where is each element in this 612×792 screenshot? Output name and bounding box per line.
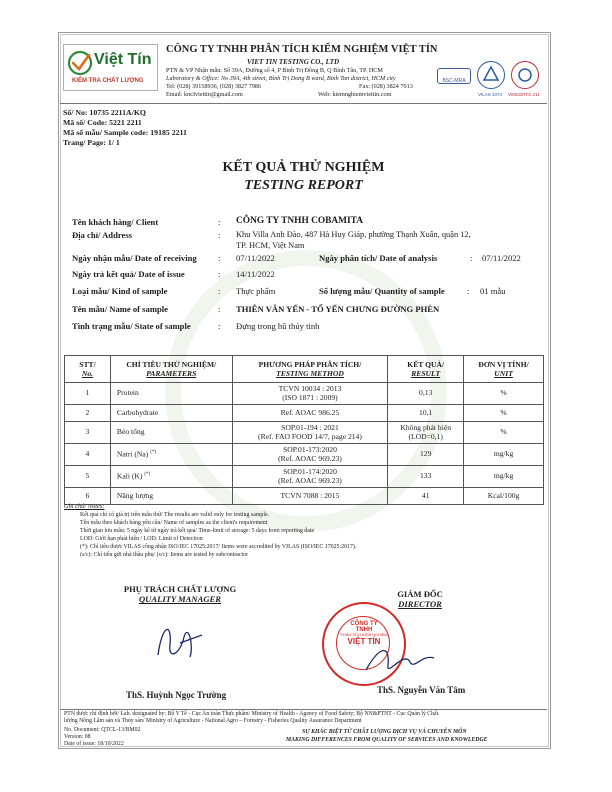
row-accredited-mark: (*) xyxy=(150,450,157,456)
qm-title-vn: PHỤ TRÁCH CHẤT LƯỢNG xyxy=(123,584,237,594)
row-result xyxy=(388,444,464,466)
col-method xyxy=(232,356,388,383)
notes-heading: Ghi chú/ Notes: xyxy=(64,503,105,510)
sample-name-value: THIÊN VÂN YẾN - TỔ YẾN CHƯNG ĐƯỜNG PHÈN xyxy=(236,304,440,314)
lab-designation-1: PTN được chỉ định bởi/ Lab. designated by: Bộ Y Tế - Cục An toàn Thực phẩm/ Ministry of Health - Agency of Food Safety; Bộ NN&PTNT - Cục Quản lý Chất xyxy=(64,711,439,717)
table-row xyxy=(65,444,544,466)
row-no: 4 xyxy=(65,444,111,466)
header-divider xyxy=(60,103,547,104)
vimcerts-label: VIMCERTS 211 xyxy=(508,92,540,97)
qm-title-en: QUALITY MANAGER xyxy=(138,594,222,604)
row-parameter xyxy=(110,488,232,505)
col-result xyxy=(388,356,464,383)
title-vn: KẾT QUẢ THỬ NGHIỆM xyxy=(222,160,385,175)
results-body xyxy=(65,383,544,505)
kind-colon: : xyxy=(218,286,221,296)
analysis-label: Ngày phân tích/ Date of analysis xyxy=(319,253,438,263)
col-result-en: RESULT xyxy=(411,369,441,378)
col-parameters xyxy=(110,356,232,383)
row-unit: Kcal/100g xyxy=(464,488,544,505)
address-vn: PTN & VP Nhận mẫu: Số 39A, Đường số 4, P Bình Trị Đông B, Q Bình Tân, TP. HCM xyxy=(166,67,383,74)
company-name-vn: CÔNG TY TNHH PHÂN TÍCH KIỂM NGHIỆM VIỆT TÍN xyxy=(166,44,438,55)
row-no: 1 xyxy=(65,383,111,405)
sample-name-label: Tên mẫu/ Name of sample xyxy=(72,304,168,314)
row-param-text: Protein xyxy=(116,388,139,398)
note-line: Kết quả chỉ có giá trị trên mẫu thử/ The results are valid only for testing sample. xyxy=(80,512,270,518)
quantity-label: Số lượng mẫu/ Quantity of sample xyxy=(319,286,445,296)
table-row xyxy=(65,466,544,488)
issue-colon: : xyxy=(218,269,221,279)
sample-name-colon: : xyxy=(218,304,221,314)
report-title xyxy=(60,160,547,194)
fax: Fax: (028) 3824 7013 xyxy=(359,83,413,90)
quality-manager-signature xyxy=(150,615,210,665)
stamp-line-1: CÔNG TY xyxy=(350,621,378,627)
director-title-en: DIRECTOR xyxy=(398,599,442,609)
results-table xyxy=(64,355,544,505)
row-result xyxy=(388,383,464,405)
row-method-line-2: (ISO 1871 : 2009) xyxy=(282,392,338,402)
telephone: Tel: (028) 39158936, (028) 3827 7986 xyxy=(166,83,262,90)
page-number: Trang/ Page: 1/ 1 xyxy=(63,138,120,147)
lab-designation-2: lượng Nông Lâm sản và Thủy sản/ Ministry of Agriculture - National Agro – Forestry - Fisheries Quality Assurance Department xyxy=(64,718,362,724)
vimcerts-emblem xyxy=(511,61,539,89)
row-result-line-1: 129 xyxy=(420,449,432,459)
analysis-value: 07/11/2022 xyxy=(482,253,521,263)
receiving-value: 07/11/2022 xyxy=(236,253,275,263)
row-no: 6 xyxy=(65,488,111,505)
row-result-line-1: 133 xyxy=(420,471,432,481)
footer-divider xyxy=(60,709,547,710)
document-version: Version: 08 xyxy=(64,734,91,740)
row-unit: mg/kg xyxy=(464,444,544,466)
state-colon: : xyxy=(218,321,221,331)
address-en: Laboratory & Office: No 39A, 4th street, Bình Trị Dong B ward, Binh Tan district, HCM city xyxy=(166,75,396,82)
row-result xyxy=(388,422,464,444)
row-method-line-2: (Ref. FAO FOOD 14/7, page 214) xyxy=(258,431,362,441)
company-name-en: VIET TIN TESTING CO., LTD xyxy=(247,58,340,66)
logo-tagline: KIỂM TRA CHẤT LƯỢNG xyxy=(72,78,144,84)
analysis-colon: : xyxy=(470,253,473,263)
report-number: Số/ No: 10735 2211A/KQ xyxy=(63,108,146,117)
stamp-line-3: PHÂN TÍCH KIỂM NGHIỆM xyxy=(340,633,388,637)
receiving-colon: : xyxy=(218,253,221,263)
title-en: TESTING REPORT xyxy=(244,178,363,193)
col-unit-vn: ĐƠN VỊ TÍNH/ xyxy=(478,360,529,369)
col-stt-en: No. xyxy=(81,369,94,378)
quality-manager-name: ThS. Huỳnh Ngọc Trường xyxy=(126,690,227,700)
client-colon: : xyxy=(218,217,221,227)
state-label: Tình trạng mẫu/ State of sample xyxy=(72,321,191,331)
stamp-line-4: VIỆT TÍN xyxy=(347,637,381,646)
receiving-label: Ngày nhận mẫu/ Date of receiving xyxy=(72,253,197,263)
row-method xyxy=(232,466,388,488)
col-param-en: PARAMETERS xyxy=(146,369,197,378)
row-no: 5 xyxy=(65,466,111,488)
row-result-line-1: 41 xyxy=(421,490,430,500)
note-line: Thời gian lưu mẫu: 5 ngày kể từ ngày trả kết quả/ Time-limit of storage: 5 days from reporting date xyxy=(80,528,315,535)
accreditation-badge-mra xyxy=(437,68,471,84)
row-method-line-1: SOP.01-174:2020 xyxy=(283,467,337,476)
row-param-text: Kali (K) xyxy=(116,472,143,482)
code: Mã số/ Code: 5221 2211 xyxy=(63,118,142,127)
row-method-line-1: Ref. AOAC 986.25 xyxy=(280,407,340,417)
row-method-line-2: (Ref. AOAC 969.23) xyxy=(278,453,342,463)
row-method-line-2: (Ref. AOAC 969.23) xyxy=(278,475,342,485)
row-method-line-1: SOP.01-194 : 2021 xyxy=(281,423,339,432)
slogan-en: MAKING DIFFERENCES FROM QUALITY OF SERVICES AND KNOWLEDGE xyxy=(286,737,488,743)
row-parameter xyxy=(110,405,232,422)
state-value: Đựng trong hũ thủy tinh xyxy=(236,321,320,331)
col-unit xyxy=(464,356,544,383)
row-param-text: Năng lượng xyxy=(116,490,154,500)
kind-value: Thực phẩm xyxy=(236,286,276,296)
row-parameter xyxy=(110,466,232,488)
vimcerts-icon xyxy=(512,62,538,88)
row-result-line-1: 10,1 xyxy=(419,407,433,417)
row-parameter xyxy=(110,444,232,466)
table-row xyxy=(65,405,544,422)
note-line: LOD: Giới hạn phát hiện / LOD: Limit of Detection xyxy=(80,536,203,543)
row-result xyxy=(388,466,464,488)
vilas-emblem xyxy=(477,61,505,89)
stamp-line-2: TNHH xyxy=(355,627,373,633)
note-line: Tên mẫu theo khách hàng yêu cầu/ Name of samples as the client's requirement xyxy=(80,520,268,527)
row-result-line-1: 0,13 xyxy=(419,388,433,398)
row-unit: % xyxy=(464,383,544,405)
row-result-line-1: Không phát hiện xyxy=(400,423,451,432)
col-result-vn: KẾT QUẢ/ xyxy=(407,360,445,369)
address-line-2: TP. HCM, Việt Nam xyxy=(236,241,305,250)
col-stt xyxy=(65,356,111,383)
table-row xyxy=(65,488,544,505)
row-unit: mg/kg xyxy=(464,466,544,488)
sample-code: Mã số mẫu/ Sample code: 19185 2211 xyxy=(63,128,187,137)
row-param-text: Béo tổng xyxy=(116,427,145,437)
col-method-vn: PHƯƠNG PHÁP PHÂN TÍCH/ xyxy=(258,360,362,369)
director-signature xyxy=(360,640,440,680)
address-colon: : xyxy=(218,230,221,240)
logo-text: Việt Tín xyxy=(94,51,152,68)
table-row xyxy=(65,422,544,444)
row-method-line-1: TCVN 10034 : 2013 xyxy=(278,384,342,393)
row-no: 3 xyxy=(65,422,111,444)
row-unit: % xyxy=(464,422,544,444)
website: Web: kiemnghiemviettin.com xyxy=(318,91,392,98)
director-name: ThS. Nguyễn Văn Tâm xyxy=(377,685,466,695)
row-method xyxy=(232,488,388,505)
row-method-line-1: SOP.01-173:2020 xyxy=(283,445,337,454)
issue-label: Ngày trả kết quả/ Date of issue xyxy=(72,269,185,279)
director-title xyxy=(380,589,460,609)
row-result xyxy=(388,405,464,422)
email: Email: kncIviettin@gmail.com xyxy=(166,91,243,98)
address-label: Địa chỉ/ Address xyxy=(72,230,133,240)
row-result xyxy=(388,488,464,505)
client-label: Tên khách hàng/ Client xyxy=(72,217,159,227)
row-no: 2 xyxy=(65,405,111,422)
document-number: No. Document: QTCL-13/BM02 xyxy=(64,727,141,733)
row-method-line-1: TCVN 7088 : 2015 xyxy=(280,490,340,500)
director-title-vn: GIÁM ĐỐC xyxy=(397,589,443,599)
client-value: CÔNG TY TNHH COBAMITA xyxy=(236,216,364,226)
row-accredited-mark: (*) xyxy=(144,472,151,478)
quality-manager-title xyxy=(110,584,250,604)
col-unit-en: UNIT xyxy=(494,369,513,378)
kind-label: Loại mẫu/ Kind of sample xyxy=(72,286,168,296)
row-parameter xyxy=(110,422,232,444)
row-method xyxy=(232,422,388,444)
mra-label: BSC-MRA xyxy=(442,78,466,84)
col-stt-vn: STT/ xyxy=(79,360,96,369)
row-method xyxy=(232,444,388,466)
col-method-en: TESTING METHOD xyxy=(276,369,344,378)
issue-value: 14/11/2022 xyxy=(236,269,275,279)
row-method xyxy=(232,405,388,422)
quantity-value: 01 mẫu xyxy=(480,286,506,296)
col-param-vn: CHỈ TIÊU THỬ NGHIỆM/ xyxy=(126,360,217,369)
row-unit: % xyxy=(464,405,544,422)
note-line: (*): Chỉ tiêu được VILAS công nhận ISO/IEC 17025:2017/ Items were accredited by VILAS (ISO/IEC 17025:2017). xyxy=(80,544,357,551)
vilas-label: VILAS 1074 xyxy=(478,92,503,97)
row-method xyxy=(232,383,388,405)
note-line: (s/c): Chỉ tiêu gửi nhà thầu phụ/ (s/c): Items are tested by subcontractor xyxy=(80,552,249,559)
company-logo xyxy=(63,44,158,91)
row-parameter xyxy=(110,383,232,405)
table-header-row xyxy=(65,356,544,383)
row-param-text: Natri (Na) xyxy=(116,450,149,460)
slogan-vn: SỰ KHÁC BIỆT TỪ CHẤT LƯỢNG DỊCH VỤ VÀ CHUYÊN MÔN xyxy=(302,729,467,735)
address-line-1: Khu Villa Anh Đào, 487 Hà Huy Giáp, phường Thạnh Xuân, quận 12, xyxy=(236,230,471,239)
table-row xyxy=(65,383,544,405)
notes-list xyxy=(80,511,356,560)
quantity-colon: : xyxy=(467,286,470,296)
vilas-icon xyxy=(478,62,504,88)
document-date: Date of issue: 18/10/2022 xyxy=(64,741,124,747)
row-result-line-2: (LOD=0,1) xyxy=(408,431,443,441)
row-param-text: Carbohydrate xyxy=(116,407,159,417)
